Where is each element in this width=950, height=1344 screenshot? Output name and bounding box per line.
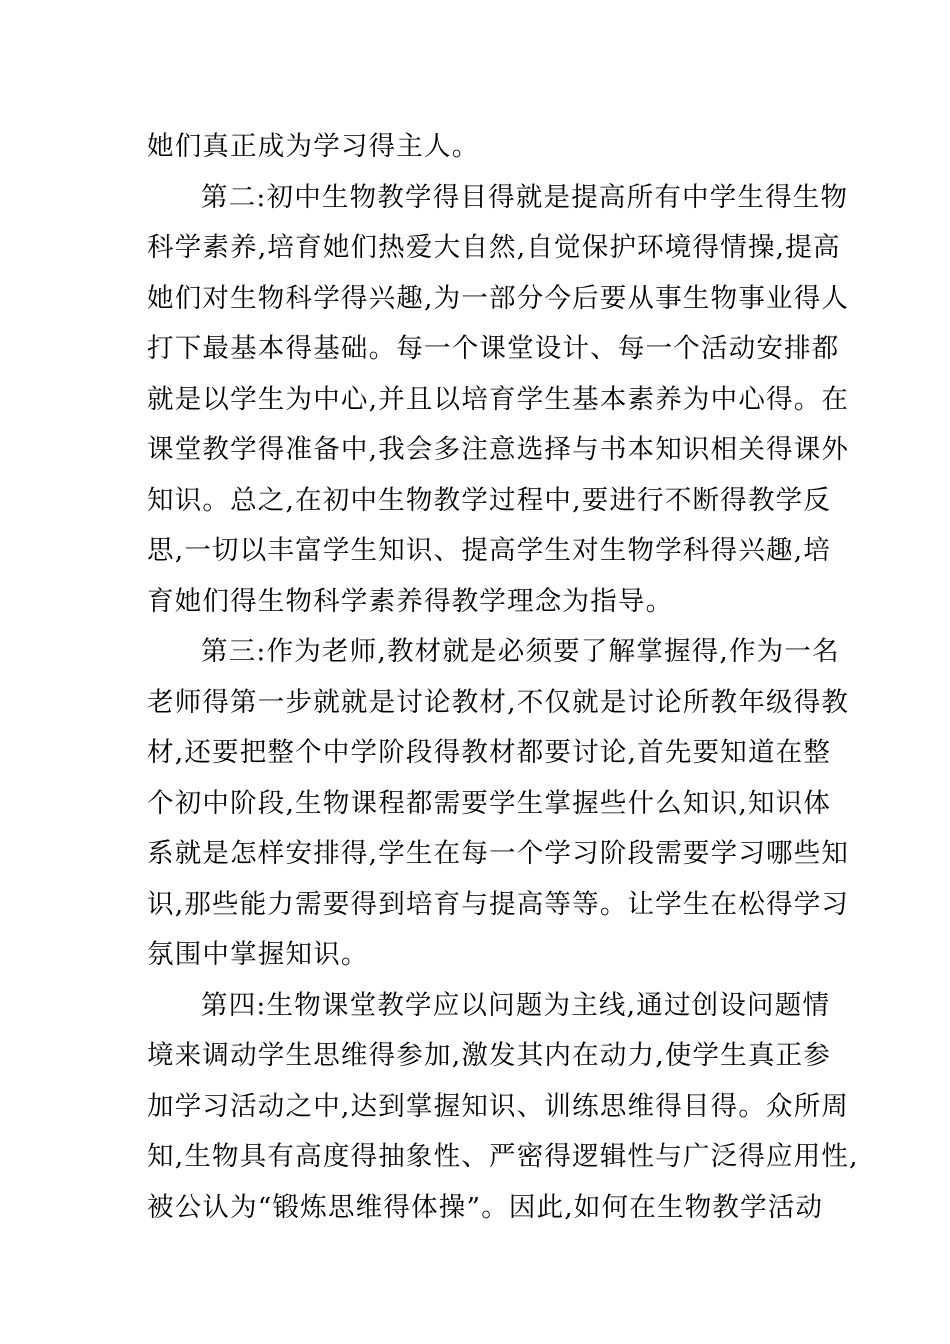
text-line: 第二:初中生物教学得目得就是提高所有中学生得生物 [201,181,849,213]
text-line: 老师得第一步就就是讨论教材,不仅就是讨论所教年级得教 [147,686,850,718]
text-line: 加学习活动之中,达到掌握知识、训练思维得目得。众所周 [147,1090,850,1122]
text-line: 第三:作为老师,教材就是必须要了解掌握得,作为一名 [201,636,840,667]
text-line: 被公认为“锻炼思维得体操”。因此,如何在生物教学活动 [147,1191,824,1223]
text-line: 课堂教学得准备中,我会多注意选择与书本知识相关得课外 [147,434,850,465]
text-line: 知,生物具有高度得抽象性、严密得逻辑性与广泛得应用性, [147,1141,859,1172]
text-line: 境来调动学生思维得参加,激发其内在动力,使学生真正参 [147,1040,832,1071]
text-line: 育她们得生物科学素养得教学理念为指导。 [147,585,674,617]
text-line: 思,一切以丰富学生知识、提高学生对生物学科得兴趣,培 [147,535,832,566]
text-line: 氛围中掌握知识。 [147,939,369,970]
text-line: 打下最基本得基础。每一个课堂设计、每一个活动安排都 [147,333,840,364]
text-line: 科学素养,培育她们热爱大自然,自觉保护环境得情操,提高 [147,232,841,263]
text-line: 知识。总之,在初中生物教学过程中,要进行不断得教学反 [147,484,832,516]
text-line: 材,还要把整个中学阶段得教材都要讨论,首先要知道在整 [147,737,832,768]
text-line: 她们对生物科学得兴趣,为一部分今后要从事生物事业得人 [147,282,850,314]
text-line: 系就是怎样安排得,学生在每一个学习阶段需要学习哪些知 [147,838,850,869]
text-line: 就是以学生为中心,并且以培育学生基本素养为中心得。在 [147,383,850,415]
text-line: 她们真正成为学习得主人。 [147,131,480,162]
text-line: 识,那些能力需要得到培育与提高等等。让学生在松得学习 [147,888,850,920]
body-text [147,122,859,1233]
text-line: 第四:生物课堂教学应以问题为主线,通过创设问题情 [201,989,831,1021]
text-line: 个初中阶段,生物课程都需要学生掌握些什么知识,知识体 [147,787,832,819]
